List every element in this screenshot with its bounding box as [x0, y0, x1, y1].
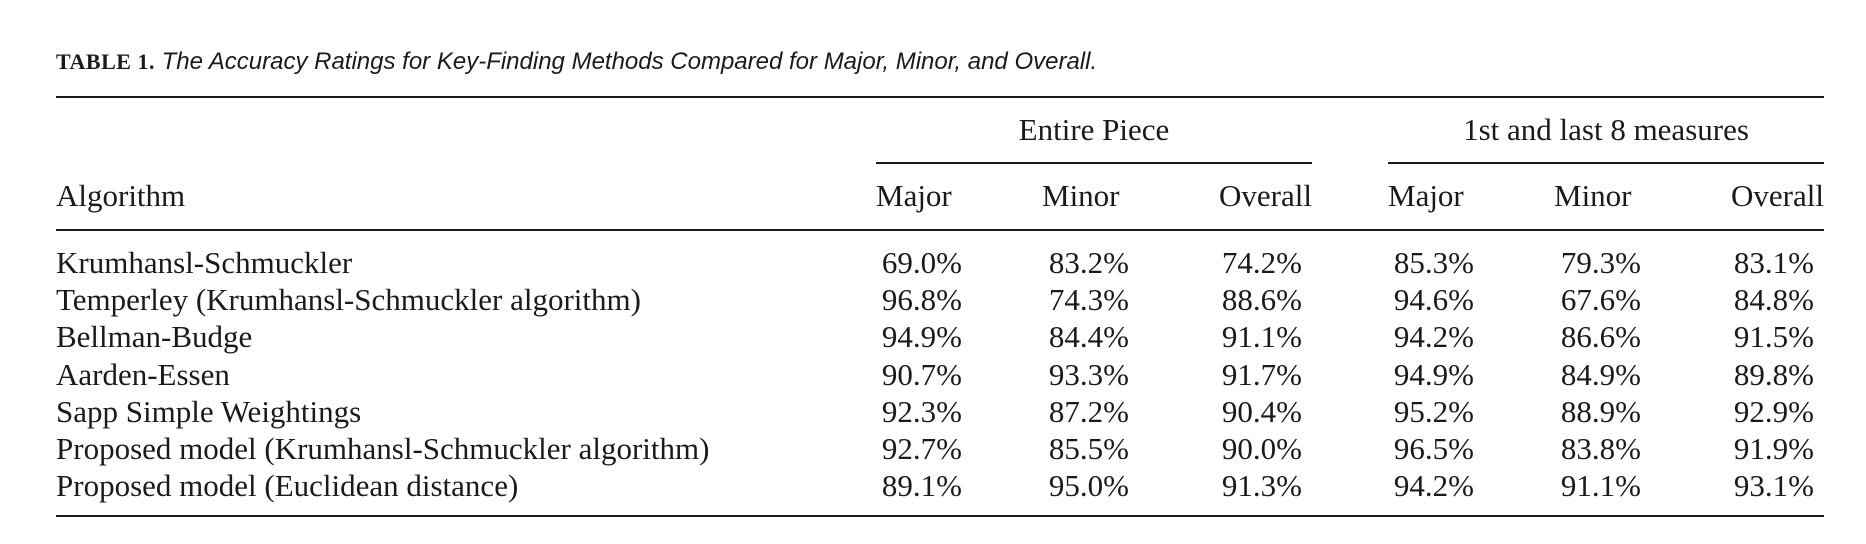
- column-header-major: Major: [876, 178, 952, 213]
- table-cell-value: 94.9%: [1393, 357, 1474, 392]
- table-cell-value: 92.7%: [881, 431, 962, 466]
- column-header-algorithm: Algorithm: [56, 178, 186, 213]
- table-cell-value: 86.6%: [1560, 319, 1641, 354]
- table-cell-value: 88.6%: [1221, 282, 1302, 317]
- table-cell-value: 89.1%: [881, 468, 962, 503]
- table-cell-value: 90.4%: [1221, 394, 1302, 429]
- table-cell-value: 67.6%: [1560, 282, 1641, 317]
- top-rule: [56, 96, 1824, 98]
- table-title: The Accuracy Ratings for Key-Finding Methods Compared for Major, Minor, and Overall.: [161, 48, 1098, 75]
- table-cell-value: 84.8%: [1733, 282, 1814, 317]
- table-cell-value: 79.3%: [1560, 245, 1641, 280]
- table-cell-value: 88.9%: [1560, 394, 1641, 429]
- column-header-minor: Minor: [1042, 178, 1120, 213]
- table-cell-value: 96.5%: [1393, 431, 1474, 466]
- row-algorithm-name: Krumhansl-Schmuckler: [56, 245, 353, 280]
- table-cell-value: 95.2%: [1393, 394, 1474, 429]
- table-cell-value: 90.7%: [881, 357, 962, 392]
- group-header-first-last-8: 1st and last 8 measures: [1463, 112, 1749, 147]
- table-cell-value: 94.9%: [881, 319, 962, 354]
- bottom-rule: [56, 515, 1824, 517]
- table-cell-value: 85.5%: [1048, 431, 1129, 466]
- column-header-overall: Overall: [1219, 178, 1312, 213]
- table-cell-value: 95.0%: [1048, 468, 1129, 503]
- table-cell-value: 91.5%: [1733, 319, 1814, 354]
- group-rule-first-last-8: [1388, 162, 1824, 164]
- table-cell-value: 93.1%: [1733, 468, 1814, 503]
- header-rule: [56, 229, 1824, 231]
- table-cell-value: 92.3%: [881, 394, 962, 429]
- table-cell-value: 83.1%: [1733, 245, 1814, 280]
- table-cell-value: 94.6%: [1393, 282, 1474, 317]
- column-header-major: Major: [1388, 178, 1464, 213]
- table-cell-value: 84.4%: [1048, 319, 1129, 354]
- table-cell-value: 91.3%: [1221, 468, 1302, 503]
- row-algorithm-name: Bellman-Budge: [56, 319, 253, 354]
- column-header-minor: Minor: [1554, 178, 1632, 213]
- table-cell-value: 87.2%: [1048, 394, 1129, 429]
- group-header-entire-piece: Entire Piece: [1018, 112, 1170, 147]
- row-algorithm-name: Proposed model (Euclidean distance): [56, 468, 519, 503]
- table-cell-value: 74.2%: [1221, 245, 1302, 280]
- table-cell-value: 96.8%: [881, 282, 962, 317]
- row-algorithm-name: Temperley (Krumhansl-Schmuckler algorithm): [56, 282, 641, 317]
- table-cell-value: 84.9%: [1560, 357, 1641, 392]
- table-cell-value: 91.1%: [1560, 468, 1641, 503]
- table-cell-value: 94.2%: [1393, 468, 1474, 503]
- table-cell-value: 93.3%: [1048, 357, 1129, 392]
- table-cell-value: 94.2%: [1393, 319, 1474, 354]
- table-cell-value: 91.1%: [1221, 319, 1302, 354]
- table-cell-value: 90.0%: [1221, 431, 1302, 466]
- table-cell-value: 89.8%: [1733, 357, 1814, 392]
- table-cell-value: 83.8%: [1560, 431, 1641, 466]
- table-cell-value: 83.2%: [1048, 245, 1129, 280]
- table-cell-value: 92.9%: [1733, 394, 1814, 429]
- table-cell-value: 91.9%: [1733, 431, 1814, 466]
- row-algorithm-name: Aarden-Essen: [56, 357, 230, 392]
- table-cell-value: 91.7%: [1221, 357, 1302, 392]
- row-algorithm-name: Proposed model (Krumhansl-Schmuckler algorithm): [56, 431, 710, 466]
- group-rule-entire-piece: [876, 162, 1312, 164]
- table-cell-value: 69.0%: [881, 245, 962, 280]
- table-label: TABLE 1.: [56, 49, 155, 74]
- column-header-overall: Overall: [1731, 178, 1824, 213]
- table-cell-value: 74.3%: [1048, 282, 1129, 317]
- table-cell-value: 85.3%: [1393, 245, 1474, 280]
- table-caption: [56, 48, 1097, 76]
- row-algorithm-name: Sapp Simple Weightings: [56, 394, 362, 429]
